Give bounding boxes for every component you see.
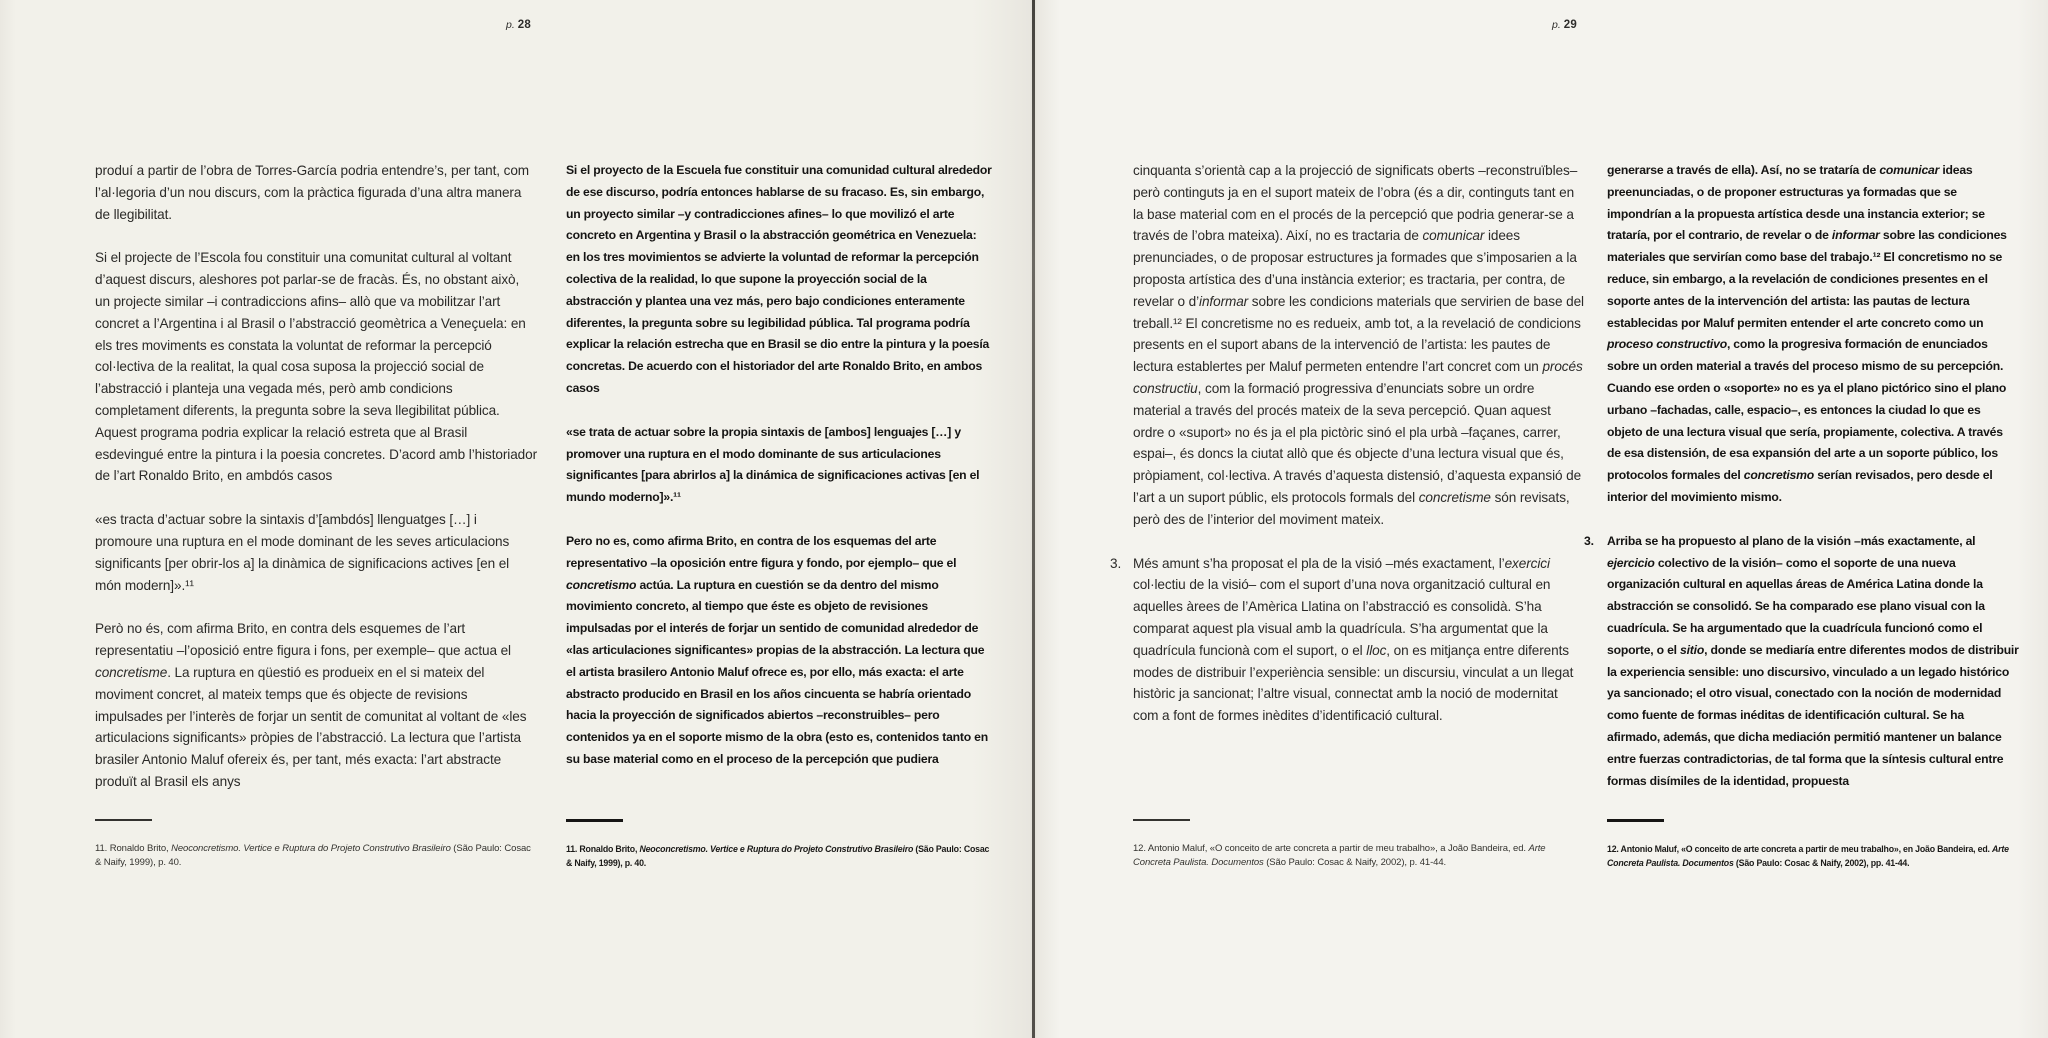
text-run: 12. Antonio Maluf, «O conceito de arte concreta a partir de meu trabalho», en João Bandeira, ed. — [1607, 844, 1993, 854]
text-run: sobre les condicions materials que servirien de base del treball.¹² El concretisme no es redueix, amb tot, a la revelació de condicions presents en el suport abans de la intervenció de l’artista: les pautes de lectura establertes per Maluf permeten entendre l’art concret com un — [1133, 293, 1584, 375]
text-run: generarse a través de ella). Así, no se trataría de — [1607, 163, 1880, 177]
text-run: , donde se mediaría entre diferentes modos de distribuir la experiencia sensible: uno discursivo, vinculado a un legado histórico ya sancionado; el otro visual, conectado con la noción de modernidad como fuente de formas inéditas de identificación cultural. Se ha afirmado, además, que dicha mediación permitió mantener un balance entre fuerzas contradictorias, de tal forma que la síntesis cultural entre formas disímiles de la identidad, propuesta — [1607, 642, 2019, 788]
italic-text-run: Neoconcretismo. Vertice e Ruptura do Projeto Construtivo Brasileiro — [639, 844, 914, 854]
italic-text-run: Neoconcretismo. Vertice e Ruptura do Projeto Construtivo Brasileiro — [171, 843, 451, 854]
text-run: 11. Ronaldo Brito, — [566, 844, 640, 854]
paragraph — [1133, 160, 1585, 531]
footnote-text — [566, 843, 996, 870]
text-run: idees prenunciades, o de proposar estructures ja formades que s’imposarien a la proposta artística des d’una instància exterior; es tractaria, per contra, de revelar o d’ — [1133, 228, 1577, 309]
footnote-block-spanish-p28 — [566, 819, 996, 870]
italic-text-run: Arte Concreta Paulista. Documentos — [1607, 844, 2009, 868]
footnote-text — [1133, 842, 1585, 869]
text-run: 12. Antonio Maluf, «O conceito de arte concreta a partir de meu trabalho», a João Bandeira, ed. — [1133, 843, 1529, 854]
list-number: 3. — [1110, 555, 1122, 571]
italic-text-run: lloc — [1366, 642, 1387, 658]
text-run: produí a partir de l’obra de Torres-García podria entendre’s, per tant, com l’al·legoria d’un nou discurs, com la pràctica figurada d’una altra manera de llegibilitat. — [95, 163, 530, 222]
paragraph — [95, 160, 537, 225]
paragraph — [95, 618, 537, 792]
italic-text-run: comunicar — [1879, 163, 1940, 177]
text-run: colectivo de la visión– como el soporte de una nueva organización cultural en aquellas áreas de América Latina donde la abstracción se consolidó. Se ha comparado ese plano visual con la cuadrícula. Se ha argumentado que la cuadrícula funcionó como el soporte, o el — [1607, 555, 1985, 657]
page-number-prefix: p. — [1552, 19, 1561, 31]
page-number-prefix: p. — [506, 19, 515, 31]
text-run: , com la formació progressiva d’enunciats sobre un ordre material a través del procés mateix de la seva percepció. Quan aquest ordre o «suport» no és ja el pla pictòric sinó el pla urbà –façanes, carrer, espai–, és doncs la ciutat allò que és objecte d’una lectura visual que és, pròpiament, col·lectiva. A través d’aquesta distensió, d’aquesta expansió de l’art a un suport públic, els protocols formals del — [1133, 380, 1582, 505]
text-run: , on es mitjança entre diferents modes de distribuir l’experiència sensible: un discursiu, vinculat a un llegat històric ja sancionat; l’altre visual, connectat amb la noció de modernitat com a font de formes inèdites d’identificació cultural. — [1133, 642, 1574, 724]
footnote-rule — [566, 819, 623, 822]
text-run: (São Paulo: Cosac & Naify, 1999), p. 40. — [95, 843, 531, 868]
column-catalan-p29 — [1110, 160, 1585, 727]
italic-text-run: informar — [1831, 228, 1880, 243]
italic-text-run: proceso constructivo — [1607, 337, 1727, 352]
text-run: ideas preenunciadas, o de proponer estructuras ya formadas que se impondrían a la propuesta artística desde una instancia exterior; se trataría, por el contrario, de revelar o de — [1607, 163, 1985, 243]
footnote-text — [1607, 843, 2019, 870]
paragraph — [95, 509, 537, 596]
column-catalan-p28 — [95, 160, 537, 793]
italic-text-run: procés constructiu — [1133, 359, 1583, 396]
text-run: «es tracta d’actuar sobre la sintaxis d’[ambdós] llenguatges […] i promoure una ruptura en el mode dominant de les seves articulacions significants [per obrir-los a] la dinàmica de significacions actives [en el món modern]».¹¹ — [95, 512, 510, 593]
column-spanish-p29 — [1584, 160, 2019, 792]
paragraph — [95, 247, 537, 487]
page-number-value: 29 — [1563, 19, 1577, 31]
column-spanish-p28 — [566, 160, 993, 771]
italic-text-run: concretismo — [566, 577, 637, 592]
footnote-text — [95, 842, 537, 869]
text-run: 11. Ronaldo Brito, — [95, 843, 172, 854]
italic-text-run: comunicar — [1422, 228, 1485, 244]
italic-text-run: exercici — [1504, 555, 1550, 571]
footnote-rule — [95, 819, 152, 821]
footnote-block-catalan-p29 — [1133, 819, 1585, 869]
italic-text-run: Arte Concreta Paulista. Documentos — [1133, 843, 1546, 868]
page-number-left — [506, 19, 531, 31]
text-run: Més amunt s’ha proposat el pla de la visió –més exactament, l’ — [1133, 555, 1505, 571]
text-run: serían revisados, pero desde el interior del movimiento mismo. — [1607, 468, 1993, 504]
text-run: Arriba se ha propuesto al plano de la visión –más exactamente, al — [1607, 533, 1976, 548]
text-run: Però no és, com afirma Brito, en contra dels esquemes de l’art representatiu –l’oposició entre figura i fons, per exemple– que actua el — [95, 621, 511, 659]
text-run: (São Paulo: Cosac & Naify, 2002), pp. 41-44. — [1733, 857, 1910, 868]
italic-text-run: concretismo — [1743, 468, 1815, 483]
page-number-right — [1552, 19, 1577, 31]
text-run: Pero no es, como afirma Brito, en contra de los esquemas del arte representativo –la oposición entre figura y fondo, por ejemplo– que el — [566, 533, 957, 570]
text-run: són revisats, però des de l’interior del moviment mateix. — [1133, 489, 1570, 527]
footnote-rule — [1607, 819, 1664, 822]
footnote-block-spanish-p29 — [1607, 819, 2019, 870]
page-gutter-fold — [1032, 0, 1035, 1038]
italic-text-run: informar — [1199, 293, 1249, 309]
text-run: Si el projecte de l’Escola fou constituir una comunitat cultural al voltant d’aquest discurs, aleshores pot parlar-se de fracàs. És, no obstant això, un projecte similar –i contradiccions afins– allò que va mobilitzar l’art concret a l’Argentina i al Brasil o l’abstracció geomètrica a Veneçuela: en els tres moviments es constata la voluntat de reformar la percepció col·lectiva de la realitat, la qual cosa suposa la projecció social de l’abstracció i planteja una vegada més, però amb condicions completament diferents, la pregunta sobre la seva llegibilitat pública. Aquest programa podria explicar la relació estreta que al Brasil esdevingué entre la pintura i la poesia concretes. D’acord amb l’historiador de l’art Ronaldo Brito, en ambdós casos — [95, 250, 537, 484]
paragraph — [566, 160, 993, 400]
text-run: (São Paulo: Cosac & Naify, 2002), p. 41-44. — [1263, 856, 1447, 868]
italic-text-run: ejercicio — [1607, 555, 1655, 570]
text-run: actúa. La ruptura en cuestión se da dentro del mismo movimiento concreto, al tiempo que éste es objeto de revisiones impulsadas por el interés de forjar un sentido de comunidad alrededor de «las articulaciones significantes» propias de la abstracción. La lectura que el artista brasilero Antonio Maluf ofrece es, por ello, más exacta: el arte abstracto producido en Brasil en los años cincuenta se habría orientado hacia la proyección de significados abiertos –reconstruibles– pero contenidos ya en el soporte mismo de la obra (esto es, contenidos tanto en su base material como en el proceso de la percepción que pudiera — [566, 577, 989, 766]
text-run: cinquanta s’orientà cap a la projecció de significats oberts –reconstruïbles– però continguts ja en el suport mateix de l’obra (és a dir, continguts tant en la base material com en el procés de la percepció que podria generar-se a través de l’obra mateixa). Així, no es tractaria de — [1133, 163, 1578, 244]
text-run: Si el proyecto de la Escuela fue constituir una comunidad cultural alrededor de ese discurso, podría entonces hablarse de su fracaso. Es, sin embargo, un proyecto similar –y contradicciones afines– lo que movilizó el arte concreto en Argentina y Brasil o la abstracción geométrica en Venezuela: en los tres movimientos se advierte la voluntad de reformar la percepción colectiva de la realidad, lo que supone la proyección social de la abstracción y plantea una vez más, pero bajo condiciones enteramente diferentes, la pregunta sobre su legibilidad pública. Tal programa podría explicar la relación estrecha que en Brasil se dio entre la pintura y la poesía concretas. De acuerdo con el historiador del arte Ronaldo Brito, en ambos casos — [566, 163, 992, 395]
text-run: . La ruptura en qüestió es produeix en el si mateix del moviment concret, al mateix temps que és objecte de revisions impulsades per l’interès de forjar un sentit de comunitat al voltant de «les articulacions significants» pròpies de l’abstracció. La lectura que l’artista brasiler Antonio Maluf ofereix és, per tant, més exacta: l’art abstracte produït al Brasil els anys — [95, 664, 527, 789]
page-number-value: 28 — [517, 19, 531, 31]
numbered-paragraph — [1584, 531, 2019, 793]
footnote-rule — [1133, 819, 1190, 821]
italic-text-run: sitio — [1680, 642, 1705, 657]
text-run: (São Paulo: Cosac & Naify, 1999), p. 40. — [566, 844, 990, 868]
paragraph — [566, 422, 993, 509]
footnote-block-catalan-p28 — [95, 819, 537, 869]
numbered-paragraph — [1110, 553, 1585, 727]
text-run: , como la progresiva formación de enunciados sobre un orden material a través del proceso mismo de su percepción. Cuando ese orden o «soporte» no es ya el plano pictórico sino el plano urbano –fachadas, calle, espacio–, es entonces la ciudad lo que es objeto de una lectura visual que sería, propiamente, colectiva. A través de esa distensión, de esa expansión del arte a un soporte público, los protocolos formales del — [1607, 337, 2007, 483]
list-number: 3. — [1584, 533, 1594, 548]
paragraph — [1607, 160, 2019, 509]
text-run: «se trata de actuar sobre la propia sintaxis de [ambos] lenguajes […] y promover una ruptura en el modo dominante de sus articulaciones significantes [para abrirlos a] la dinámica de significaciones activas [en el mundo moderno]».¹¹ — [566, 424, 980, 505]
text-run: sobre las condiciones materiales que servirían como base del trabajo.¹² El concretismo no se reduce, sin embargo, a la revelación de condiciones presentes en el soporte antes de la intervención del artista: las pautas de lectura establecidas por Maluf permiten entender el arte concreto como un — [1607, 228, 2007, 330]
italic-text-run: concretisme — [1418, 489, 1491, 505]
text-run: col·lectiu de la visió– com el suport d’una nova organització cultural en aquelles àrees de l’Amèrica Llatina on l’abstracció es consolidà. S’ha comparat aquest pla visual amb la quadrícula. S’ha argumentat que la quadrícula funcionà com el suport, o el — [1133, 577, 1551, 658]
italic-text-run: concretisme — [95, 664, 168, 680]
paragraph — [566, 531, 993, 771]
